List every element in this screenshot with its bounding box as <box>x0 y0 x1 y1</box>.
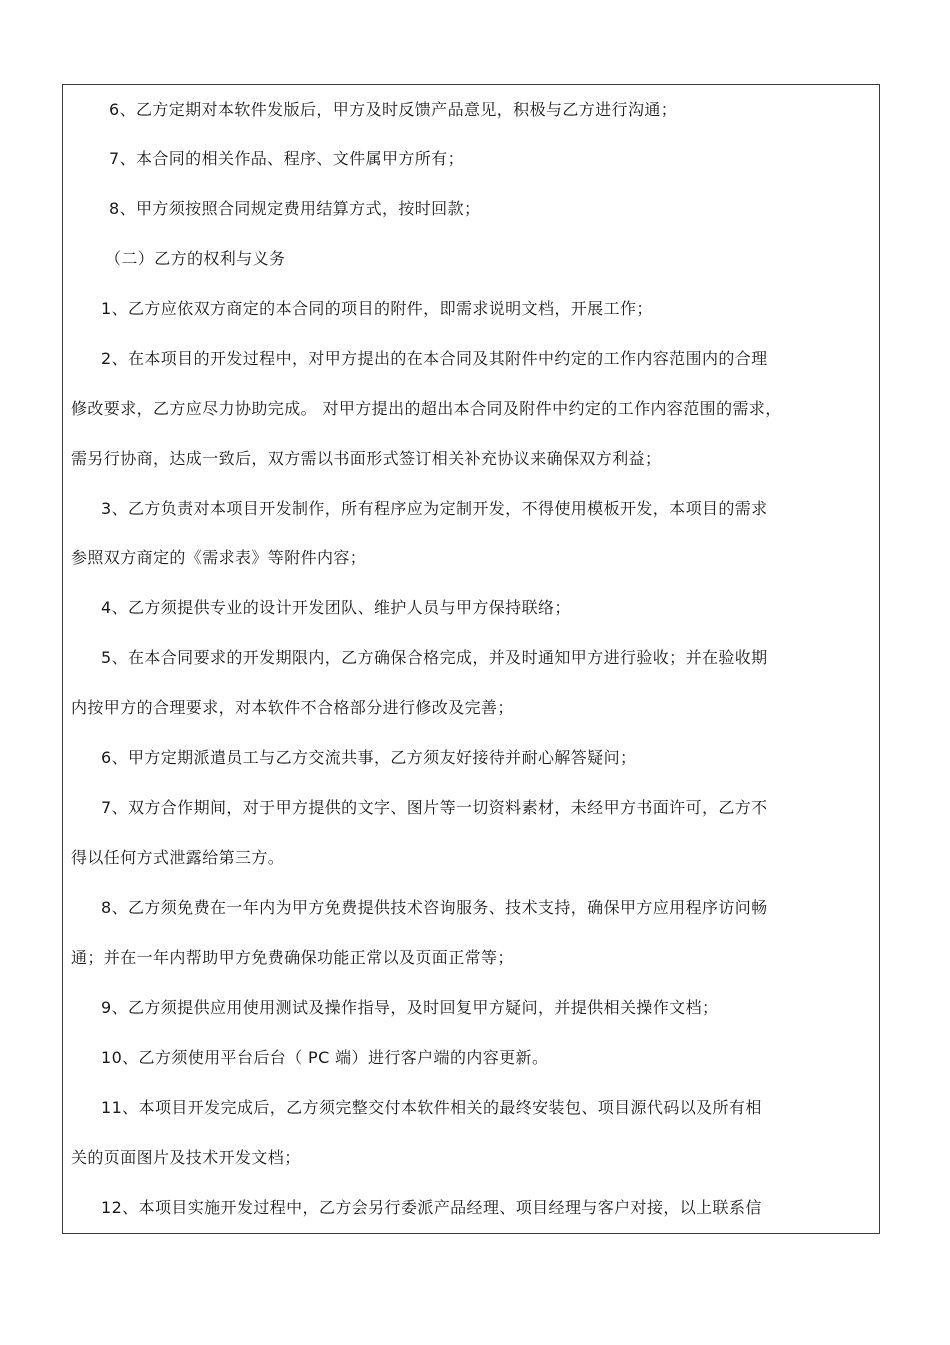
contract-frame <box>62 84 880 1234</box>
clause-b4: 4、乙方须提供专业的设计开发团队、维护人员与甲方保持联络； <box>101 598 571 617</box>
clause-b2-line3: 需另行协商，达成一致后，双方需以书面形式签订相关补充协议来确保双方利益； <box>71 449 662 468</box>
clause-b12-line1: 12、本项目实施开发过程中，乙方会另行委派产品经理、项目经理与客户对接，以上联系信 <box>101 1198 762 1217</box>
clause-b6: 6、甲方定期派遣员工与乙方交流共事，乙方须友好接待并耐心解答疑问； <box>101 748 637 767</box>
clause-b1: 1、乙方应依双方商定的本合同的项目的附件，即需求说明文档，开展工作； <box>101 299 653 318</box>
section-heading-party-b: （二）乙方的权利与义务 <box>105 249 286 268</box>
clause-b8-line1: 8、乙方须免费在一年内为甲方免费提供技术咨询服务、技术支持，确保甲方应用程序访问畅 <box>101 898 768 917</box>
clause-b5-line2: 内按甲方的合理要求，对本软件不合格部分进行修改及完善； <box>71 698 514 717</box>
clause-a6: 6、乙方定期对本软件发版后，甲方及时反馈产品意见，积极与乙方进行沟通； <box>109 100 678 119</box>
clause-b3-line2: 参照双方商定的《需求表》等附件内容； <box>71 548 367 567</box>
clause-b11-line1: 11、本项目开发完成后，乙方须完整交付本软件相关的最终安装包、项目源代码以及所有相 <box>101 1098 762 1117</box>
clause-b7-line2: 得以任何方式泄露给第三方。 <box>71 848 285 867</box>
clause-a7: 7、本合同的相关作品、程序、文件属甲方所有； <box>109 149 464 168</box>
clause-b10: 10、乙方须使用平台后台（ PC 端）进行客户端的内容更新。 <box>101 1048 549 1067</box>
clause-b2-line2: 修改要求，乙方应尽力协助完成。 对甲方提出的超出本合同及附件中约定的工作内容范围的需求， <box>71 399 782 418</box>
clause-a8: 8、甲方须按照合同规定费用结算方式，按时回款； <box>109 199 481 218</box>
clause-b8-line2: 通；并在一年内帮助甲方免费确保功能正常以及页面正常等； <box>71 948 514 967</box>
clause-b9: 9、乙方须提供应用使用测试及操作指导，及时回复甲方疑问，并提供相关操作文档； <box>101 998 719 1017</box>
clause-b3-line1: 3、乙方负责对本项目开发制作，所有程序应为定制开发，不得使用模板开发，本项目的需求 <box>101 499 768 518</box>
clause-b11-line2: 关的页面图片及技术开发文档； <box>71 1148 301 1167</box>
clause-b5-line1: 5、在本合同要求的开发期限内，乙方确保合格完成，并及时通知甲方进行验收；并在验收期 <box>101 648 768 667</box>
clause-b2-line1: 2、在本项目的开发过程中，对甲方提出的在本合同及其附件中约定的工作内容范围内的合理 <box>101 349 768 368</box>
clause-b7-line1: 7、双方合作期间，对于甲方提供的文字、图片等一切资料素材，未经甲方书面许可，乙方不 <box>101 798 768 817</box>
